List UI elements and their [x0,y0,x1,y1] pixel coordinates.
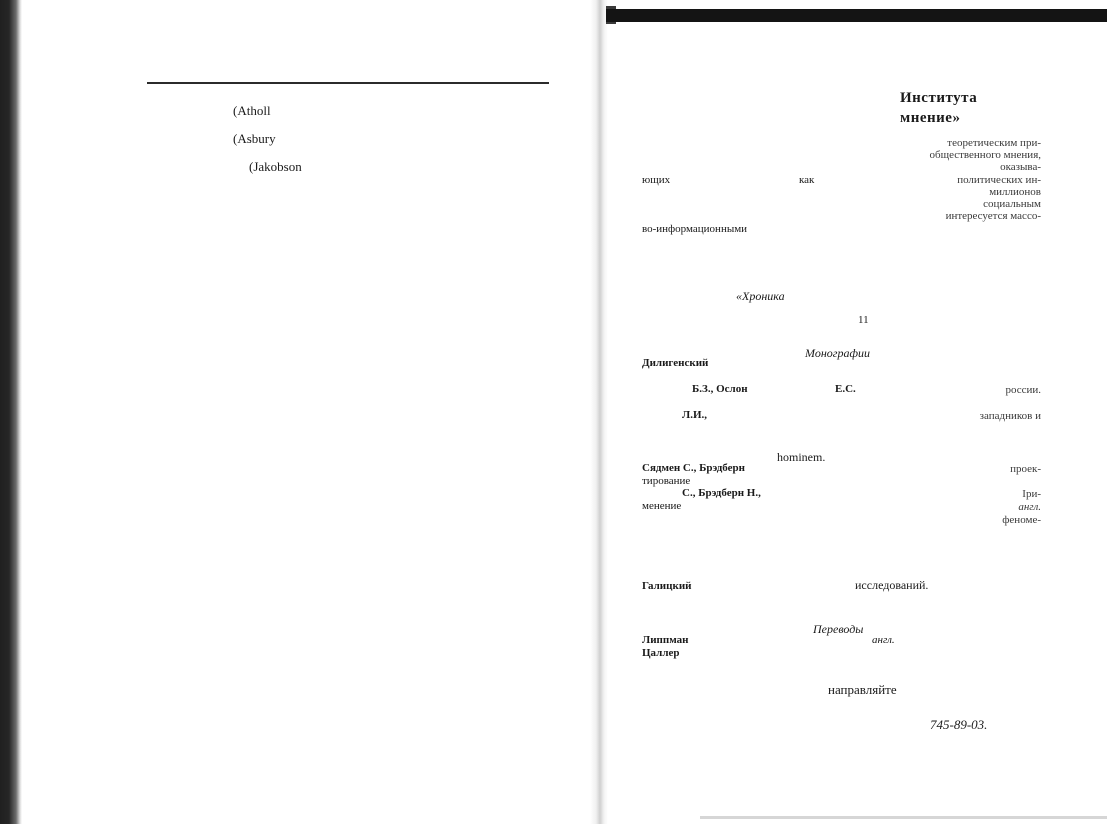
text-proek: проек- [1010,463,1041,475]
chronicle-title: «Хроника [736,289,785,303]
text-pri: Іри- [1022,488,1041,500]
name-asbury: (Asbury [233,131,276,146]
text-angl: англ. [1018,501,1041,513]
intro-line-4-right: политических ин- [957,174,1041,186]
heading-institute: Института [900,90,978,106]
intro-line-3: оказыва- [1000,161,1041,173]
intro-line-1: теоретическим при- [947,137,1041,149]
authors-s-bradburn: С., Брэдберн Н., [682,487,761,499]
left-page-binding-shadow [0,0,22,824]
intro-line-2: общественного мнения, [929,149,1041,161]
text-issledovaniy: исследований. [855,578,929,592]
author-lippman: Липпман [642,634,689,646]
author-es: Е.С. [835,383,856,395]
text-angl-2: англ. [872,634,895,646]
bottom-edge-shadow [700,816,1107,819]
intro-line-8: во-информационными [642,223,748,235]
intro-line-5: миллионов [989,186,1041,198]
author-li: Л.И., [682,409,708,421]
section-monographs: Монографии [805,346,870,360]
issue-number: 11 [858,314,869,326]
text-napravlyayte: направляйте [828,682,897,697]
authors-bz-oslon: Б.З., Ослон [692,383,748,395]
text-menenie: менение [642,500,682,512]
text-zapadnikov: западников и [979,410,1041,422]
text-fenome: феноме- [1002,514,1041,526]
heading-opinion: мнение» [900,110,961,126]
intro-line-4-mid: как [799,174,815,186]
right-page-top-band [606,9,1107,22]
text-hominem: hominem. [777,450,826,464]
text-tirovanie: тирование [642,475,691,487]
section-translations: Переводы [813,622,864,636]
name-atholl: (Atholl [233,103,271,118]
author-diligensky: Дилигенский [642,357,709,369]
intro-line-7: интересуется массо- [945,210,1041,222]
intro-line-4-left: ющих [642,174,671,186]
book-gutter [590,0,608,824]
name-jakobson: (Jakobson [249,159,302,174]
left-page-rule [147,82,549,84]
author-tsaller: Цаллер [642,647,680,659]
author-galitsky: Галицкий [642,580,692,592]
phone-number: 745-89-03. [930,717,988,732]
authors-sadmen: Сядмен С., Брэдберн [642,462,745,474]
intro-line-6: социальным [983,198,1041,210]
text-rossii: россии. [1005,384,1041,396]
